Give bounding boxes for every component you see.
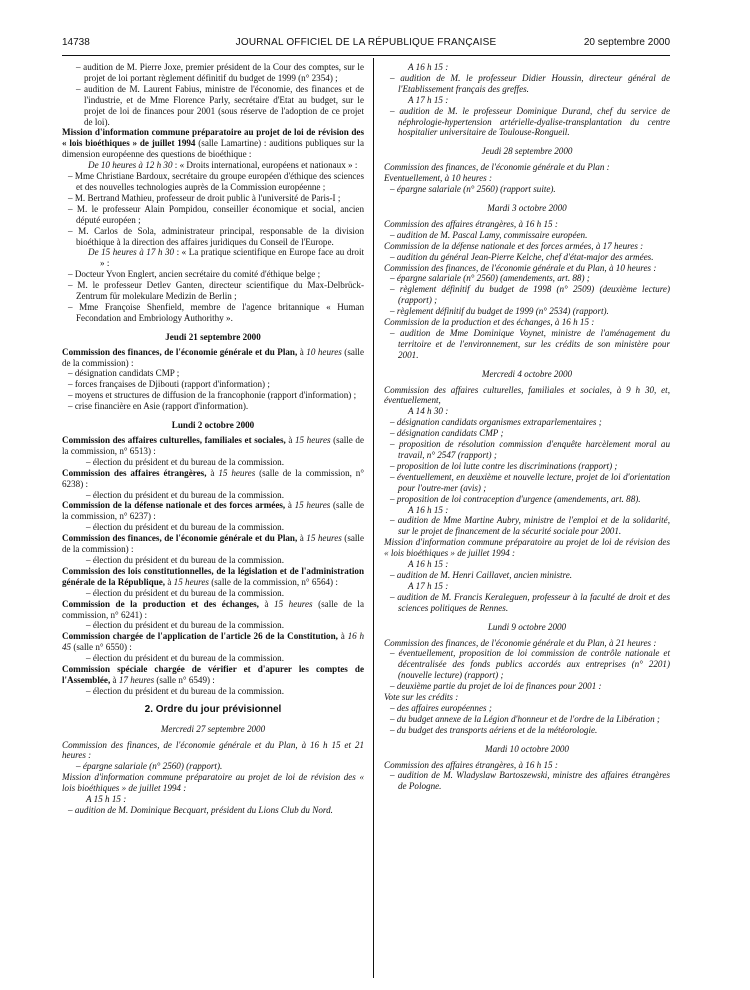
commission-paragraph <box>62 533 364 555</box>
agenda-item: – élection du président et du bureau de la commission. <box>86 653 284 664</box>
agenda-item: – élection du président et du bureau de la commission. <box>86 522 284 533</box>
agenda-item: – règlement définitif du budget de 1999 (n° 2534) (rapport). <box>390 306 609 317</box>
agenda-item: – désignation candidats CMP ; <box>68 368 180 379</box>
session-time: De 15 heures à 17 h 30 <box>88 247 175 258</box>
agenda-item: – du budget annexe de la Légion d'honneur et de l'ordre de la Libération ; <box>390 713 660 724</box>
agenda-item: – audition de M. Laurent Fabius, ministre de l'économie, des finances et de l'industrie, et de Mme Florence Parly, secrétaire d'Etat au budget, sur le projet de loi de finances pour 2001 (sous réserve de l'adoption de ce projet de loi). <box>76 83 364 127</box>
agenda-item: – audition de M. Pierre Joxe, premier président de la Cour des comptes, sur le projet de loi portant règlement définitif du budget de 1999 (n° 2354) ; <box>76 62 364 83</box>
date-heading: Jeudi 21 septembre 2000 <box>165 331 261 342</box>
commission-name: Commission des affaires étrangères, <box>62 467 207 478</box>
mission-paragraph: Mission d'information commune préparatoire au projet de loi de révision des « lois bioéthiques » de juillet 1994 : <box>62 772 364 794</box>
agenda-item: – forces françaises de Djibouti (rapport d'information) ; <box>68 379 270 390</box>
agenda-item: – désignation candidats organismes extraparlementaires ; <box>390 417 602 428</box>
date-heading: Mercredi 27 septembre 2000 <box>160 723 266 734</box>
speaker-item: – Mme Françoise Shenfield, membre de l'agence britannique « Human Fecondation and Embriology Authorithy ». <box>68 301 364 323</box>
commission-room: (salle n° 6550) : <box>71 642 132 653</box>
speaker-item: – M. le professeur Alain Pompidou, conseiller économique et social, ancien député européen ; <box>68 203 364 225</box>
agenda-item: – désignation candidats CMP ; <box>390 428 504 439</box>
session-time: A 15 h 15 : <box>86 794 127 805</box>
agenda-item: – épargne salariale (n° 2560) (rapport). <box>76 761 223 772</box>
commission-room: (salle n° 6549) : <box>154 674 215 685</box>
session-line <box>62 247 364 269</box>
commission-connector: à <box>165 576 174 587</box>
commission-paragraph <box>62 566 364 588</box>
commission-name: Commission des finances, de l'économie générale et du Plan, <box>62 533 298 544</box>
session-topic: : « La pratique scientifique en Europe face au droit » : <box>100 247 365 269</box>
page-header <box>62 38 670 52</box>
agenda-item: – deuxième partie du projet de loi de finances pour 2001 : <box>390 681 602 692</box>
publication-date: 20 septembre 2000 <box>583 37 670 48</box>
agenda-item: – élection du président et du bureau de la commission. <box>86 620 284 631</box>
section-heading: 2. Ordre du jour prévisionnel <box>144 703 282 715</box>
column-divider <box>373 58 374 978</box>
speaker-item: – M. le professeur Detlev Ganten, directeur scientifique du Max-Delbrück-Zentrum für molekulare Medizin de Berlin ; <box>68 280 364 302</box>
commission-paragraph: Commission des affaires étrangères, à 16 h 15 : <box>384 759 558 770</box>
page-number: 14738 <box>62 37 90 48</box>
agenda-item: – audition de M. le professeur Dominique Durand, chef du service de néphrologie-hypertension artérielle-dyalise-transplantation du centre hospitalier universitaire de Toulouse-Rongueil. <box>390 105 670 138</box>
mission-paragraph: Mission d'information commune préparatoire au projet de loi de révision des « lois bioéthiques » de juillet 1994 : <box>384 537 670 559</box>
session-time: De 10 heures à 12 h 30 <box>88 160 173 171</box>
mission-details: (salle Lamartine) : auditions publiques sur la dimension européenne des questions de bioéthique : <box>62 138 364 160</box>
agenda-item: – proposition de loi lutte contre les discriminations (rapport) ; <box>390 460 618 471</box>
agenda-item: – éventuellement, en deuxième et nouvelle lecture, projet de loi d'orientation pour l'outre-mer (avis) ; <box>390 471 670 493</box>
commission-room: (salle de la commission, n° 6564) : <box>208 576 338 587</box>
commission-paragraph <box>62 599 364 621</box>
commission-time: 15 heures <box>306 533 342 544</box>
agenda-item: – audition de Mme Dominique Voynet, ministre de l'aménagement du territoire et de l'environnement, sur les crédits de son ministère pour 2001. <box>390 327 670 360</box>
commission-name: Commission des finances, de l'économie générale et du Plan, <box>62 346 298 357</box>
commission-paragraph: Commission des finances, de l'économie générale et du Plan, à 16 h 15 et 21 heures : <box>62 739 364 761</box>
date-heading: Mardi 3 octobre 2000 <box>487 202 567 213</box>
session-time: A 17 h 15 : <box>408 580 449 591</box>
agenda-item: – audition du général Jean-Pierre Kelche, chef d'état-major des armées. <box>390 251 654 262</box>
commission-paragraph: Commission de la défense nationale et des forces armées, à 17 heures : <box>384 240 644 251</box>
agenda-item: – moyens et structures de diffusion de la francophonie (rapport d'information) ; <box>68 390 357 401</box>
commission-paragraph: Commission des finances, de l'économie générale et du Plan, à 21 heures : <box>384 637 657 648</box>
session-time: A 17 h 15 : <box>408 94 449 105</box>
agenda-item: – audition de M. le professeur Didier Houssin, directeur général de l'Etablissement français des greffes. <box>390 72 670 94</box>
commission-paragraph: Commission des affaires étrangères, à 16 h 15 : <box>384 218 558 229</box>
commission-room: (salle de la commission, n° 6238) : <box>62 467 364 489</box>
commission-paragraph <box>62 664 364 686</box>
session-time: A 14 h 30 : <box>408 406 449 417</box>
commission-connector: à <box>297 533 307 544</box>
commission-paragraph: Commission des affaires culturelles, familiales et sociales, à 9 h 30, et, éventuellement, <box>384 384 670 406</box>
commission-time: 16 h 45 <box>62 631 364 653</box>
session-time: A 16 h 15 : <box>408 504 449 515</box>
agenda-item: – élection du président et du bureau de la commission. <box>86 489 284 500</box>
session-time: A 16 h 15 : <box>408 559 449 570</box>
speaker-item: – Docteur Yvon Englert, ancien secrétaire du comité d'éthique belge ; <box>68 269 321 280</box>
commission-name: Commission de la défense nationale et des forces armées, <box>62 500 286 511</box>
mission-title: Mission d'information commune préparatoire au projet de loi de révision des « lois bioéthiques » de juillet 1994 <box>62 127 364 149</box>
commission-time: 15 heures <box>173 576 209 587</box>
commission-paragraph <box>62 468 364 490</box>
date-heading: Mardi 10 octobre 2000 <box>485 743 569 754</box>
session-time: Eventuellement, à 10 heures : <box>384 173 492 184</box>
agenda-item: – du budget des transports aériens et de la météorologie. <box>390 724 598 735</box>
agenda-item: – épargne salariale (n° 2560) (rapport suite). <box>390 184 556 195</box>
agenda-item: – audition de M. Pascal Lamy, commissaire européen. <box>390 229 588 240</box>
speaker-item: – M. Carlos de Sola, administrateur principal, responsable de la division bioéthique à la direction des affaires juridiques du Conseil de l'Europe. <box>68 225 364 247</box>
agenda-item: – élection du président et du bureau de la commission. <box>86 554 284 565</box>
agenda-item: – épargne salariale (n° 2560) (amendements, art. 88) ; <box>390 273 590 284</box>
commission-connector: à <box>110 674 119 685</box>
agenda-item: – audition de M. Francis Keraleguen, professeur à la faculté de droit et des sciences politiques de Rennes. <box>390 591 670 613</box>
commission-name: Commission chargée de l'application de l'article 26 de la Constitution, <box>62 631 338 642</box>
date-heading: Lundi 9 octobre 2000 <box>487 621 567 632</box>
agenda-item: – audition de M. Dominique Becquart, président du Lions Club du Nord. <box>68 805 333 815</box>
agenda-item: – audition de M. Wladyslaw Bartoszewski, ministre des affaires étrangères de Pologne. <box>390 770 670 792</box>
agenda-item: – élection du président et du bureau de la commission. <box>86 587 284 598</box>
date-heading: Jeudi 28 septembre 2000 <box>481 146 573 157</box>
commission-room: (salle de la commission, n° 6241) : <box>62 598 364 620</box>
commission-connector: à <box>285 435 295 445</box>
speaker-item: – Mme Christiane Bardoux, secrétaire du groupe européen d'éthique des sciences et des nouvelles technologies auprès de la Commission européenne ; <box>68 171 364 192</box>
commission-name: Commission des lois constitutionnelles, de la législation et de l'administration générale de la République, <box>62 565 364 587</box>
agenda-item: – élection du président et du bureau de la commission. <box>86 685 284 696</box>
commission-paragraph: Commission de la production et des échanges, à 16 h 15 : <box>384 317 595 328</box>
commission-connector: à <box>206 467 219 478</box>
session-line <box>62 160 364 171</box>
agenda-item: – règlement définitif du budget de 1998 (n° 2509) (deuxième lecture) (rapport) ; <box>390 284 670 306</box>
commission-time: 15 heures <box>218 467 256 478</box>
agenda-item: – crise financière en Asie (rapport d'information). <box>68 401 249 412</box>
session-time: A 16 h 15 : <box>408 62 449 72</box>
agenda-item: – proposition de résolution commission d'enquête harcèlement moral au travail, n° 2547 (rapport) ; <box>390 439 670 460</box>
commission-paragraph <box>62 631 364 653</box>
session-topic: : « Droits international, européens et nationaux » : <box>172 160 358 171</box>
commission-name: Commission de la production et des échanges, <box>62 598 259 609</box>
mission-paragraph <box>62 127 364 160</box>
commission-room: (salle de la commission) : <box>62 346 364 368</box>
commission-room: (salle de la commission) : <box>62 533 364 555</box>
commission-time: 15 heures <box>274 598 313 609</box>
agenda-item: – audition de M. Henri Caillavet, ancien ministre. <box>390 569 573 580</box>
commission-room: (salle de la commission, n° 6237) : <box>62 500 364 522</box>
commission-connector: à <box>285 500 295 511</box>
commission-paragraph <box>62 500 364 522</box>
date-heading: Mercredi 4 octobre 2000 <box>481 368 573 379</box>
commission-paragraph: Commission des finances, de l'économie générale et du Plan, à 10 heures : <box>384 262 657 273</box>
commission-paragraph <box>62 435 364 457</box>
commission-paragraph <box>62 347 364 369</box>
agenda-item: – proposition de loi contraception d'urgence (amendements, art. 88). <box>390 493 641 504</box>
commission-time: 10 heures <box>306 346 342 357</box>
commission-name: Commission des affaires culturelles, familiales et sociales, <box>62 435 286 445</box>
header-rule <box>62 55 670 56</box>
commission-connector: à <box>297 346 307 357</box>
commission-time: 17 heures <box>118 674 155 685</box>
commission-name: Commission spéciale chargée de vérifier et d'apurer les comptes de l'Assemblée, <box>62 664 364 685</box>
agenda-item: – audition de Mme Martine Aubry, ministre de l'emploi et de la solidarité, sur le projet de financement de la sécurité sociale pour 2001. <box>390 515 670 537</box>
date-heading: Lundi 2 octobre 2000 <box>171 420 255 431</box>
left-column <box>62 62 364 816</box>
speaker-item: – M. Bertrand Mathieu, professeur de droit public à l'université de Paris-I ; <box>68 192 341 203</box>
agenda-item: – des affaires européennes ; <box>390 702 492 713</box>
commission-time: 15 heures <box>294 500 331 511</box>
journal-title: JOURNAL OFFICIEL DE LA RÉPUBLIQUE FRANÇAISE <box>235 37 497 48</box>
commission-connector: à <box>337 631 348 642</box>
commission-paragraph: Commission des finances, de l'économie générale et du Plan : <box>384 162 610 173</box>
commission-time: 15 heures <box>294 435 331 445</box>
commission-room: (salle de la commission, n° 6513) : <box>62 435 364 456</box>
agenda-item: – élection du président et du bureau de la commission. <box>86 456 284 467</box>
agenda-item: – éventuellement, proposition de loi commission de contrôle nationale et décentralisée des fonds publics accordés aux entreprises (n° 2201) (nouvelle lecture) (rapport) ; <box>390 648 670 681</box>
right-column <box>384 62 670 792</box>
commission-connector: à <box>258 598 275 609</box>
vote-label: Vote sur les crédits : <box>384 692 459 703</box>
